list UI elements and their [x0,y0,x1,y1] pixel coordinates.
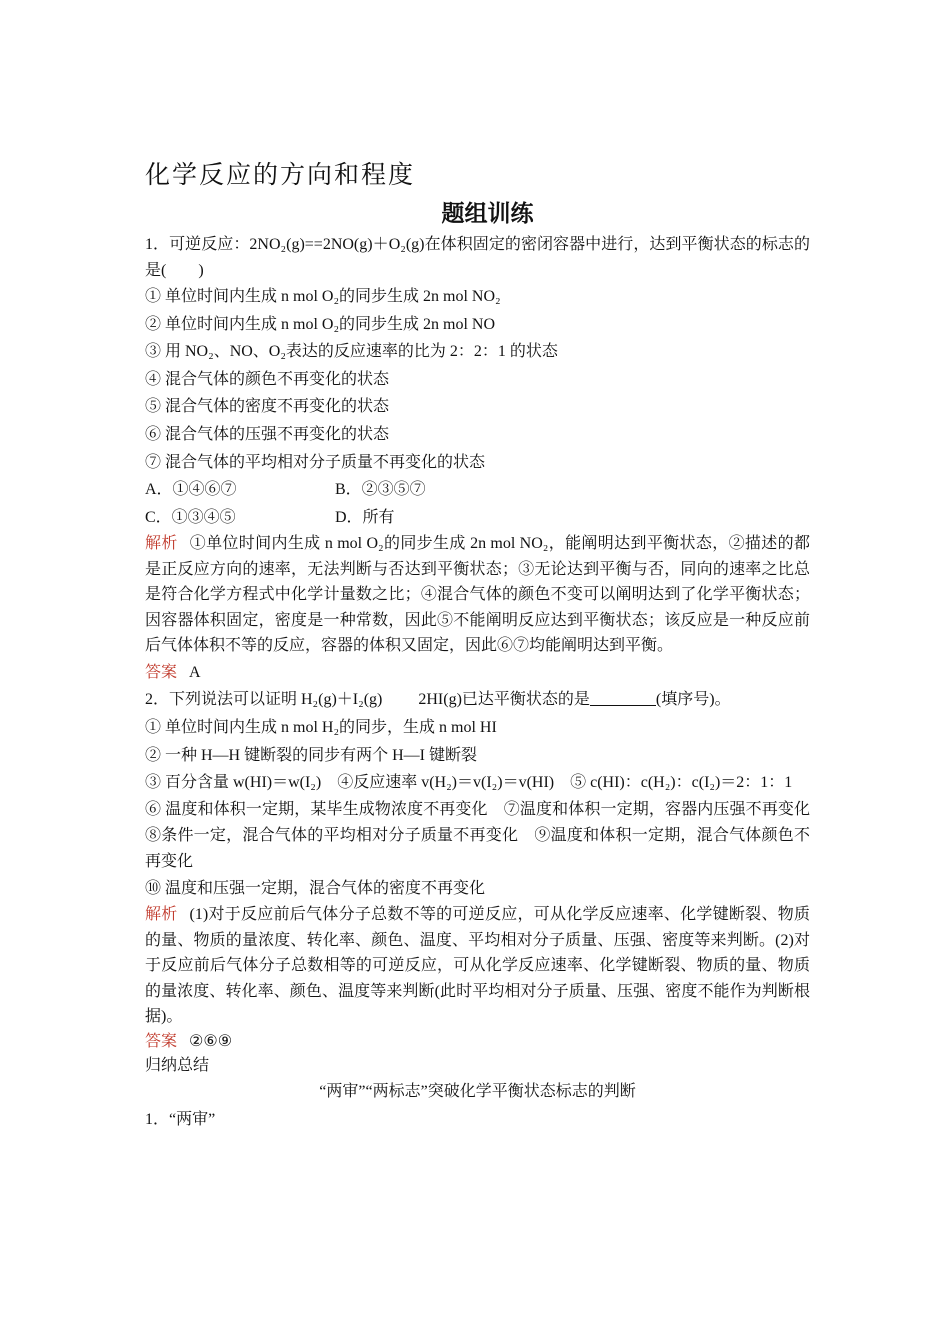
answer-blank [590,689,656,706]
analysis-label: 解析 [145,906,178,924]
section-title: 题组训练 [441,201,534,226]
q1-option-b: B．②③⑤⑦ [335,481,426,499]
q2-stem [145,686,810,714]
q1-item: ⑦ 混合气体的平均相对分子质量不再变化的状态 [145,453,486,471]
document-title: 化学反应的方向和程度 [145,162,416,189]
summary-subtitle: “两审”“两标志”突破化学平衡状态标志的判断 [319,1082,636,1100]
q1-analysis-text: ①单位时间内生成 n mol O₂的同步生成 2n mol NO₂，能阐明达到平衡状态，②描述的都是正反应方向的速率，无法判断与否达到平衡状态；③无论达到平衡与否，同向的速率之比总是符合化学方程式中化学计量数之比；④混合气体的颜色不变可以阐明达到了化学平衡状态；因容器体积固定，密度是一种常数，因此⑤不能阐明反应达到平衡状态；该反应是一种反应前后气体体积不等的反应，容器的体积又固定，因此⑥⑦均能阐明达到平衡。 [145,535,810,655]
q2-item: ② 一种 H—H 键断裂的同步有两个 H—I 键断裂 [145,746,477,764]
q2-stem-post: 2HI(g)已达平衡状态的是 [418,691,590,709]
q1-item: ⑤ 混合气体的密度不再变化的状态 [145,398,390,416]
q1-item: ② 单位时间内生成 n mol O₂的同步生成 2n mol NO [145,315,496,333]
q2-analysis [145,902,810,1030]
q2-answer [145,1030,810,1054]
q1-options-row-2 [145,504,810,532]
q1-item: ① 单位时间内生成 n mol O₂的同步生成 2n mol NO₂ [145,288,501,305]
q1-item: ③ 用 NO₂、NO、O₂表达的反应速率的比为 2：2：1 的状态 [145,343,558,361]
q1-item: ④ 混合气体的颜色不再变化的状态 [145,370,390,388]
q2-item: ⑩ 温度和压强一定期，混合气体的密度不再变化 [145,879,486,897]
q2-stem-end: (填序号)。 [655,691,731,709]
summary-point-1: 1．“两审” [145,1110,216,1128]
q2-stem-pre: 2．下列说法可以证明 H₂(g)＋I₂(g) [145,691,383,709]
q1-answer-value: A [189,663,201,681]
q1-option-c: C．①③④⑤ [145,508,236,526]
answer-label: 答案 [145,1032,178,1050]
answer-label: 答案 [145,663,178,681]
q1-option-d: D．所有 [335,508,395,526]
q2-answer-value: ②⑥⑨ [189,1032,233,1050]
q1-item: ⑥ 混合气体的压强不再变化的状态 [145,425,390,443]
q2-item: ③ 百分含量 w(HI)＝w(I₂) ④反应速率 v(H₂)＝v(I₂)＝v(HI) ⑤ c(HI)：c(H₂)：c(I₂)＝2：1：1 [145,774,793,792]
analysis-label: 解析 [145,535,178,553]
q1-options-row-1 [145,476,810,504]
document-content [145,156,827,1133]
q2-analysis-text: (1)对于反应前后气体分子总数不等的可逆反应，可从化学反应速率、化学键断裂、物质的量、物质的量浓度、转化率、颜色、温度、平均相对分子质量、压强、密度等来判断。(2)对于反应前后气体分子总数相等的可逆反应，可从化学反应速率、化学键断裂、物质的量、物质的量浓度、转化率、颜色、温度等来判断(此时平均相对分子质量、压强、密度不能作为判断根据)。 [145,906,810,1026]
q1-option-a: A．①④⑥⑦ [145,481,237,499]
q1-analysis [145,531,810,659]
q2-item: ⑥ 温度和体积一定期，某毕生成物浓度不再变化 ⑦温度和体积一定期，容器内压强不再变化 ⑧条件一定，混合气体的平均相对分子质量不再变化 ⑨温度和体积一定期，混合气体颜色不再变化 [145,800,827,870]
q1-answer [145,659,810,687]
q1-stem: 1．可逆反应：2NO₂(g)==2NO(g)＋O₂(g)在体积固定的密闭容器中进行，达到平衡状态的标志的是( ) [145,236,810,279]
q2-item: ① 单位时间内生成 n mol H₂的同步，生成 n mol HI [145,719,497,737]
summary-heading: 归纳总结 [145,1056,210,1074]
